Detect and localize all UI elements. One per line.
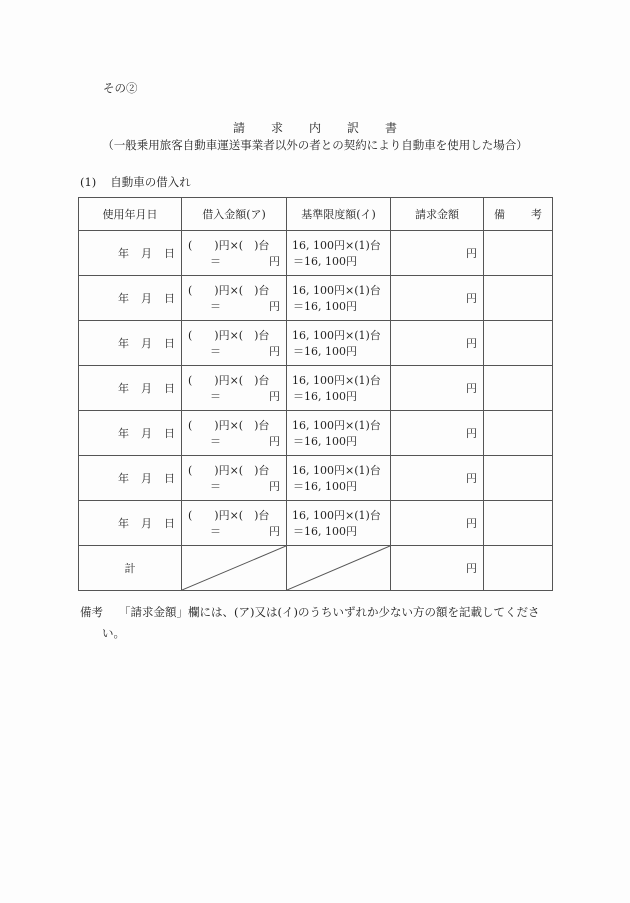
remark-label: 備考 [80,605,103,619]
header-remarks-char: 備 [494,208,505,221]
claim-amount-cell[interactable] [391,321,484,366]
total-claim-amount[interactable] [391,546,484,591]
header-remarks [484,198,553,231]
day-label: 日 [164,427,175,440]
table-row [79,231,553,276]
loan-amount-cell[interactable] [182,501,287,546]
date-cell[interactable] [79,366,182,411]
standard-limit-cell [287,501,391,546]
title-char: 訳 [347,121,360,135]
day-label: 日 [164,337,175,350]
month-label: 月 [141,427,152,440]
yen-unit: 円 [466,562,477,575]
remarks-cell[interactable] [484,276,553,321]
table-row [79,501,553,546]
standard-formula: 16, 100円×(1)台 [292,509,381,522]
standard-result: ＝16, 100円 [293,300,357,313]
claim-amount-cell[interactable] [391,231,484,276]
standard-limit-cell [287,321,391,366]
total-loan-diagonal [182,546,287,591]
yen-unit: 円 [466,337,477,350]
yen-unit: 円 [466,247,477,260]
month-label: 月 [141,472,152,485]
table-row [79,411,553,456]
day-label: 日 [164,382,175,395]
equals-sign: ＝ [210,435,221,448]
header-date: 使用年月日 [79,198,182,231]
claim-amount-cell[interactable] [391,501,484,546]
page-title [0,119,630,136]
yen-unit: 円 [269,255,280,268]
equals-sign: ＝ [210,390,221,403]
year-label: 年 [118,517,129,530]
standard-limit-cell [287,456,391,501]
loan-formula: ( )円×( )台 [188,329,270,342]
yen-unit: 円 [466,517,477,530]
remark-text: 「請求金額」欄には、(ア)又は(イ)のうちいずれか少ない方の額を記載してくださ [119,605,540,619]
remarks-cell[interactable] [484,411,553,456]
standard-result: ＝16, 100円 [293,345,357,358]
equals-sign: ＝ [210,480,221,493]
yen-unit: 円 [466,292,477,305]
header-standard-limit: 基準限度額(イ) [287,198,391,231]
remark-text-cont: い。 [102,626,125,640]
yen-unit: 円 [269,435,280,448]
title-char: 書 [385,121,398,135]
loan-amount-cell[interactable] [182,321,287,366]
loan-formula: ( )円×( )台 [188,239,270,252]
section-heading [80,174,191,190]
loan-amount-cell[interactable] [182,231,287,276]
table-header-row [79,198,553,231]
section-label: 自動車の借入れ [110,175,191,189]
loan-formula: ( )円×( )台 [188,374,270,387]
date-cell[interactable] [79,501,182,546]
standard-result: ＝16, 100円 [293,255,357,268]
standard-formula: 16, 100円×(1)台 [292,239,381,252]
year-label: 年 [118,382,129,395]
year-label: 年 [118,427,129,440]
date-cell[interactable] [79,231,182,276]
page-subtitle: （一般乗用旅客自動車運送事業者以外の者との契約により自動車を使用した場合） [102,138,528,152]
title-char: 求 [270,121,283,135]
month-label: 月 [141,517,152,530]
standard-result: ＝16, 100円 [293,435,357,448]
standard-formula: 16, 100円×(1)台 [292,419,381,432]
title-char: 請 [232,121,245,135]
yen-unit: 円 [269,345,280,358]
day-label: 日 [164,472,175,485]
loan-formula: ( )円×( )台 [188,419,270,432]
table-row [79,321,553,366]
claim-amount-cell[interactable] [391,456,484,501]
date-cell[interactable] [79,456,182,501]
standard-limit-cell [287,411,391,456]
year-label: 年 [118,337,129,350]
remarks-cell[interactable] [484,456,553,501]
claim-table [78,197,553,591]
month-label: 月 [141,382,152,395]
claim-amount-cell[interactable] [391,411,484,456]
remark-note [80,602,560,644]
yen-unit: 円 [269,300,280,313]
loan-amount-cell[interactable] [182,411,287,456]
remarks-cell[interactable] [484,366,553,411]
loan-formula: ( )円×( )台 [188,464,270,477]
date-cell[interactable] [79,411,182,456]
standard-formula: 16, 100円×(1)台 [292,464,381,477]
yen-unit: 円 [269,480,280,493]
standard-formula: 16, 100円×(1)台 [292,284,381,297]
yen-unit: 円 [466,382,477,395]
date-cell[interactable] [79,276,182,321]
header-loan-amount: 借入金額(ア) [182,198,287,231]
date-cell[interactable] [79,321,182,366]
total-remarks[interactable] [484,546,553,591]
day-label: 日 [164,517,175,530]
month-label: 月 [141,247,152,260]
day-label: 日 [164,292,175,305]
total-label: 計 [79,546,182,591]
equals-sign: ＝ [210,345,221,358]
equals-sign: ＝ [210,525,221,538]
table-row [79,276,553,321]
table-row [79,366,553,411]
standard-formula: 16, 100円×(1)台 [292,329,381,342]
section-number: (1) [80,175,97,189]
header-remarks-char: 考 [531,208,542,221]
year-label: 年 [118,247,129,260]
month-label: 月 [141,337,152,350]
yen-unit: 円 [466,427,477,440]
claim-amount-cell[interactable] [391,276,484,321]
remarks-cell[interactable] [484,501,553,546]
standard-limit-cell [287,231,391,276]
loan-amount-cell[interactable] [182,456,287,501]
title-char: 内 [308,121,321,135]
month-label: 月 [141,292,152,305]
standard-result: ＝16, 100円 [293,390,357,403]
standard-formula: 16, 100円×(1)台 [292,374,381,387]
standard-result: ＝16, 100円 [293,525,357,538]
form-number: その② [103,81,138,95]
year-label: 年 [118,472,129,485]
loan-amount-cell[interactable] [182,276,287,321]
equals-sign: ＝ [210,300,221,313]
loan-formula: ( )円×( )台 [188,284,270,297]
yen-unit: 円 [466,472,477,485]
loan-formula: ( )円×( )台 [188,509,270,522]
table-row [79,456,553,501]
claim-amount-cell[interactable] [391,366,484,411]
remarks-cell[interactable] [484,321,553,366]
yen-unit: 円 [269,390,280,403]
header-claim-amount: 請求金額 [391,198,484,231]
standard-limit-cell [287,276,391,321]
loan-amount-cell[interactable] [182,366,287,411]
equals-sign: ＝ [210,255,221,268]
total-standard-diagonal [287,546,391,591]
standard-limit-cell [287,366,391,411]
total-row [79,546,553,591]
year-label: 年 [118,292,129,305]
remarks-cell[interactable] [484,231,553,276]
day-label: 日 [164,247,175,260]
yen-unit: 円 [269,525,280,538]
standard-result: ＝16, 100円 [293,480,357,493]
